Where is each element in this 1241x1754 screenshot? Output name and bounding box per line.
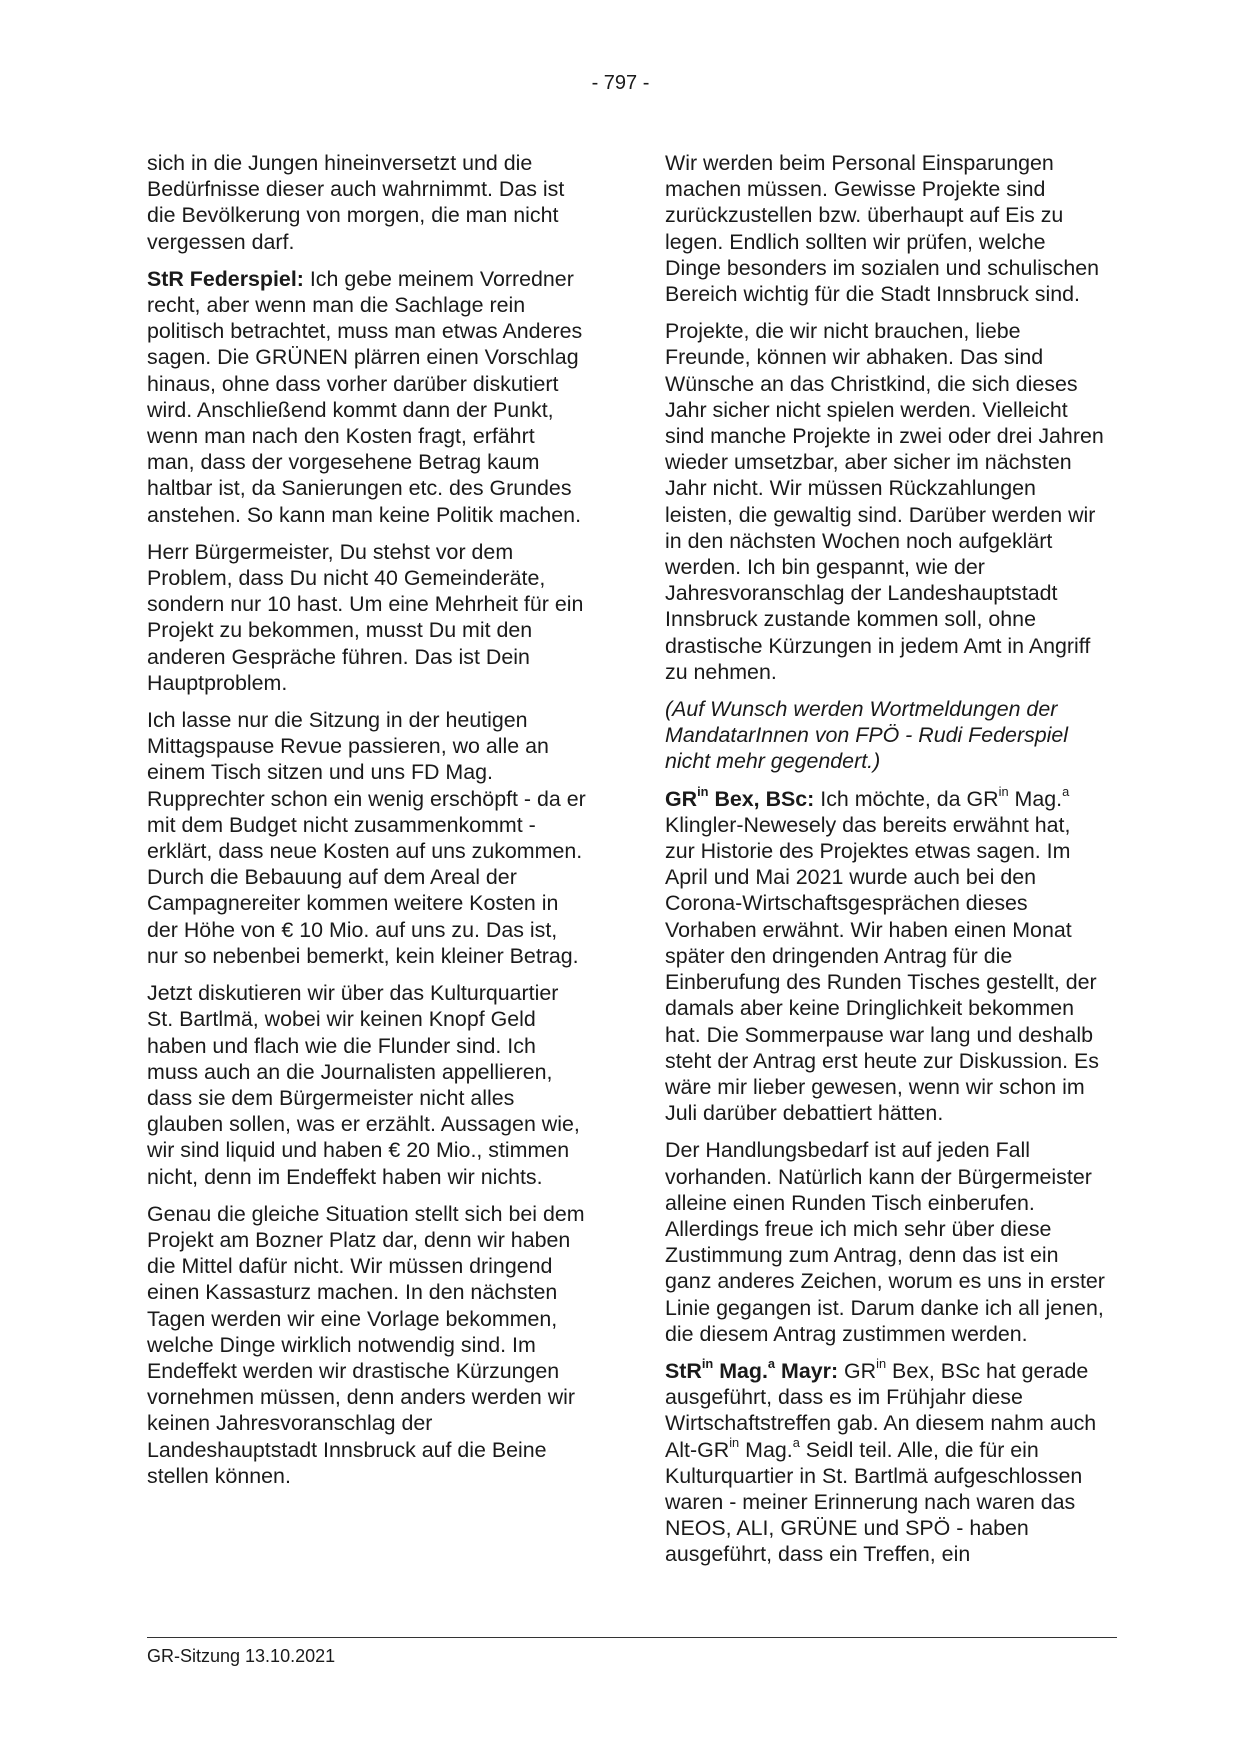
- page-number: - 797 -: [591, 72, 650, 94]
- speaker-name: $GR^{in}$ Bex, BSc:: [665, 783, 815, 811]
- paragraph: sich in die Jungen hineinversetzt und die Bedürfnisse dieser auch wahrnimmt. Das ist die Bevölkerung von morgen, die man nicht vergessen darf.: [147, 151, 565, 254]
- paragraph: Genau die gleiche Situation stellt sich bei dem Projekt am Bozner Platz dar, denn wir haben die Mittel dafür nicht. Wir müssen dringend einen Kassasturz machen. In den nächsten Tagen werden wir eine Vorlage bekommen, welche Dinge wirklich notwendig sind. Im Endeffekt werden wir drastische Kürzungen vornehmen müssen, denn anders werden wir keinen Jahresvoranschlag der Landeshauptstadt Innsbruck auf die Beine stellen können.: [147, 1201, 585, 1488]
- paragraph: Ich lasse nur die Sitzung in der heutigen Mittagspause Revue passieren, wo alle an einem Tisch sitzen und uns FD Mag. Rupprechter schon ein wenig erschöpft - da er mit dem Budget nicht zusammenkommt - erklärt, dass neue Kosten auf uns zukommen. Durch die Bebauung auf dem Areal der Campagnereiter kommen weitere Kosten in der Höhe von € 10 Mio. auf uns zu. Das ist, nur so nebenbei bemerkt, kein kleiner Betrag.: [147, 708, 586, 968]
- paragraph: [147, 266, 587, 528]
- left-column: [147, 150, 587, 1500]
- speaker-name: StR$^{in}$ Mag.$^a$ Mayr:: [665, 1355, 839, 1383]
- editorial-note: (Auf Wunsch werden Wortmeldungen der MandatarInnen von FPÖ - Rudi Federspiel nicht mehr gegendert.): [665, 697, 1069, 774]
- footer-text: GR-Sitzung 13.10.2021: [147, 1646, 336, 1666]
- paragraph: Wir werden beim Personal Einsparungen machen müssen. Gewisse Projekte sind zurückzustellen bzw. überhaupt auf Eis zu legen. Endlich sollten wir prüfen, welche Dinge besonders im sozialen und schulischen Bereich wichtig für die Stadt Innsbruck sind.: [665, 151, 1100, 307]
- paragraph-text: Ich gebe meinem Vorredner recht, aber wenn man die Sachlage rein politisch betrachtet, muss man etwas Anderes sagen. Die GRÜNEN plärren einen Vorschlag hinaus, ohne dass vorher darüber diskutiert wird. Anschließend kommt dann der Punkt, wenn man nach den Kosten fragt, erfährt man, dass der vorgesehene Betrag kaum haltbar ist, da Sanierungen etc. des Grundes anstehen. So kann man keine Politik machen.: [147, 266, 583, 527]
- speaker-name: StR Federspiel:: [147, 266, 304, 291]
- paragraph: Jetzt diskutieren wir über das Kulturquartier St. Bartlmä, wobei wir keinen Knopf Geld haben und flach wie die Flunder sind. Ich muss auch an die Journalisten appellieren, dass sie dem Bürgermeister nicht alles glauben sollen, was er erzählt. Aussagen wie, wir sind liquid und haben € 20 Mio., stimmen nicht, denn im Endeffekt haben wir nichts.: [147, 981, 580, 1189]
- paragraph: Der Handlungsbedarf ist auf jeden Fall vorhanden. Natürlich kann der Bürgermeister alleine einen Runden Tisch einberufen. Allerdings freue ich mich sehr über diese Zustimmung zum Antrag, denn das ist ein ganz anderes Zeichen, worum es uns in erster Linie gegangen ist. Darum danke ich all jenen, die diesem Antrag zustimmen werden.: [665, 1138, 1105, 1346]
- paragraph: Projekte, die wir nicht brauchen, liebe Freunde, können wir abhaken. Das sind Wünsche an das Christkind, die sich dieses Jahr sicher nicht spielen werden. Vielleicht sind manche Projekte in zwei oder drei Jahren wieder umsetzbar, aber sicher im nächsten Jahr nicht. Wir müssen Rückzahlungen leisten, die gewaltig sind. Darüber werden wir in den nächsten Wochen noch aufgeklärt werden. Ich bin gespannt, wie der Jahresvoranschlag der Landeshauptstadt Innsbruck zustande kommen soll, ohne drastische Kürzungen in jedem Amt in Angriff zu nehmen.: [665, 319, 1104, 684]
- footer-divider: [147, 1637, 1117, 1638]
- paragraph: Herr Bürgermeister, Du stehst vor dem Problem, dass Du nicht 40 Gemeinderäte, sondern nur 10 hast. Um eine Mehrheit für ein Projekt zu bekommen, musst Du mit den anderen Gespräche führen. Das ist Dein Hauptproblem.: [147, 539, 584, 695]
- right-column: [665, 150, 1105, 1579]
- paragraph: $GR^{in}$ Bex, BSc: Ich möchte, da $GR^{in}$ Mag.$^a$ Klingler-Newesely das bereits erwähnt hat, zur Historie des Projektes etwas sagen. Im April und Mai 2021 wurde auch bei den Corona-Wirtschaftsgesprächen dieses Vorhaben erwähnt. Wir haben einen Monat später den dringenden Antrag für die Einberufung des Runden Tisches gestellt, der damals aber keine Dringlichkeit bekommen hat. Die Sommerpause war lang und deshalb steht der Antrag erst heute zur Diskussion. Es wäre mir lieber gewesen, wenn wir schon im Juli darüber debattiert hätten.: [665, 783, 1099, 1126]
- paragraph: StR$^{in}$ Mag.$^a$ Mayr: $GR^{in}$ Bex, BSc hat gerade ausgeführt, dass es im Frühjahr diese Wirtschaftstreffen gab. An diesem nahm auch Alt-$GR^{in}$ Mag.$^a$ Seidl teil. Alle, die für ein Kulturquartier in St. Bartlmä aufgeschlossen waren - meiner Erinnerung nach waren das NEOS, ALI, GRÜNE und SPÖ - haben ausgeführt, dass ein Treffen, ein: [665, 1355, 1097, 1567]
